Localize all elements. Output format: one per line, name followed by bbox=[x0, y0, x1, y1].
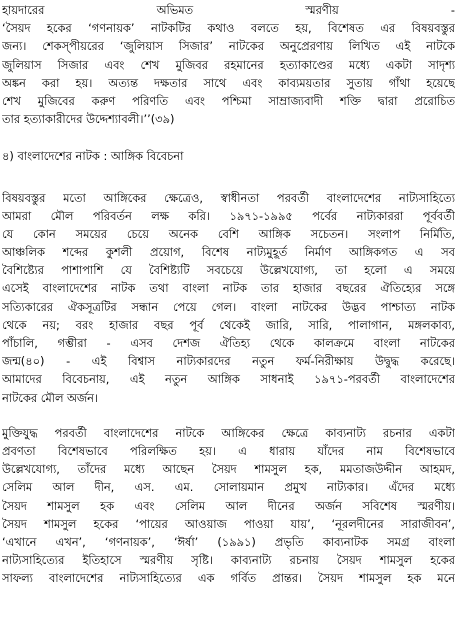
paragraph-gap bbox=[2, 407, 455, 424]
text-line: আঞ্চলিক শব্দের কুশলী প্রয়োগ, বিশেষ নাট্যমুহূর্ত নির্মাণ আঙ্গিকগত এ সব bbox=[2, 245, 455, 260]
text-line: যে কোন সময়ের চেয়ে অনেক বেশি আঙ্গিক সচেতন। সংলাপ নির্মিতি, bbox=[2, 226, 455, 241]
body-paragraph bbox=[2, 424, 455, 588]
text-line: মুক্তিযুদ্ধ পরবর্তী বাংলাদেশের নাটকে আঙ্গিকের ক্ষেত্রে কাব্যনাট্য রচনার একটা bbox=[2, 425, 455, 440]
quote-paragraph bbox=[2, 1, 455, 128]
text-line: অঙ্কন করা হয়। অত্যন্ত দক্ষতার সাথে এবং কাব্যময়তার সুতায় গাঁথা হয়েছে bbox=[2, 75, 455, 90]
text-line: জন্ম(৪০) - এই বিশ্বাস নাট্যকারদের নতুন ফর্ম-নিরীক্ষায় উদ্বুদ্ধ করেছে। bbox=[2, 354, 455, 369]
text-line: জুলিয়াস সিজার এবং শেখ মুজিবর রহমানের হত্যাকাণ্ডের মধ্যে একটা সাদৃশ্য bbox=[2, 57, 455, 72]
text-line: আমরা মৌল পরিবর্তন লক্ষ করি। ১৯৭১-১৯৯৫ পর্বের নাট্যকাররা পূর্ববর্তী bbox=[2, 208, 455, 223]
text-line: উল্লেখযোগ্য, তাঁদের মধ্যে আছেন সৈয়দ শামসুল হক, মমতাজউদ্দীন আহমদ, bbox=[2, 462, 455, 477]
body-paragraph bbox=[2, 189, 455, 407]
text-line: এসেই বাংলাদেশের নাটক তথা বাংলা নাটক তার হাজার বছরের ঐতিহ্যের সঙ্গে bbox=[2, 281, 455, 296]
text-line: নাট্যসাহিত্যের ইতিহাসে স্মরণীয় সৃষ্টি। কাব্যনাট্য রচনায় সৈয়দ শামসুল হকের bbox=[2, 553, 455, 568]
section-heading bbox=[2, 147, 455, 165]
heading-line: ৪) বাংলাদেশের নাটক : আঙ্গিক বিবেচনা bbox=[2, 149, 184, 164]
text-line: বিষয়বস্তুর মতো আঙ্গিকের ক্ষেত্রেও, স্বাধীনতা পরবর্তী বাংলাদেশের নাট্যসাহিত্যে bbox=[2, 190, 455, 205]
text-line: নাটকের মৌল অর্জন। bbox=[2, 390, 98, 405]
paragraph-gap bbox=[2, 166, 455, 189]
text-line: প্রবণতা বিশেষভাবে পরিলক্ষিত হয়। এ ধারায় যাঁদের নাম বিশেষভাবে bbox=[2, 443, 455, 458]
text-line: জন্য। শেকস্‌পীয়রের ‘জুলিয়াস সিজার’ নাটকের অনুপ্রেরণায় লিখিত এই নাটকে bbox=[2, 39, 455, 54]
text-line: শেখ মুজিবের করুণ পরিণতি এবং পশ্চিমা সাম্রাজ্যবাদী শক্তি দ্বারা প্ররোচিত bbox=[2, 93, 455, 108]
text-line: বৈশিষ্ট্যের পাশাপাশি যে বৈশিষ্ট্যটি সবচেয়ে উল্লেখযোগ্য, তা হলো এ সময়ে bbox=[2, 263, 455, 278]
text-line: সত্যিকারের ঐকসূত্রটির সন্ধান পেয়ে গেল। বাংলা নাটকের উদ্ভব পাশ্চাত্য নাটক bbox=[2, 299, 455, 314]
text-line: ‘এখানে এখন’, ‘গণনায়ক’, ‘ঈর্ষা’ (১৯৯১) প্রভৃতি কাব্যনাটক সমগ্র বাংলা bbox=[2, 534, 455, 549]
paragraph-gap bbox=[2, 128, 455, 147]
text-line: হায়দারের অভিমত স্মরণীয় - bbox=[2, 3, 455, 17]
text-line: থেকে নয়; বরং হাজার বছর পূর্ব থেকেই জারি, সারি, পালাগান, মঙ্গলকাব্য, bbox=[2, 317, 455, 332]
text-line: সৈয়দ শামসুল হক এবং সেলিম আল দীনের অর্জন সবিশেষ স্মরণীয়। bbox=[2, 498, 455, 513]
text-line: পাঁচালি, গম্ভীরা - এসব দেশজ ঐতিহ্য থেকে কালক্রমে বাংলা নাটকের bbox=[2, 336, 455, 350]
text-line: তার হত্যাকারীদের উদ্দেশ্যাবলী।’’(৩৯) bbox=[2, 112, 175, 127]
text-line: সেলিম আল দীন, এস. এম. সোলায়মান প্রমুখ নাট্যকার। এঁদের মধ্যে bbox=[2, 480, 455, 495]
text-line: ‘সৈয়দ হকের ‘গণনায়ক’ নাটকটির কথাও বলতে হয়, বিশেষত এর বিষয়বস্তুর bbox=[2, 21, 455, 36]
text-line: সৈয়দ শামসুল হকের ‘পায়ের আওয়াজ পাওয়া যায়’, ‘নূরলদীনের সারাজীবন’, bbox=[2, 516, 455, 531]
text-line: সাফল্য বাংলাদেশের নাট্যসাহিত্যের এক গর্বিত প্রান্তর। সৈয়দ শামসুল হক মনে bbox=[2, 571, 455, 586]
text-line: আমাদের বিবেচনায়, এই নতুন আঙ্গিক সাধনাই ১৯৭১-পরবর্তী বাংলাদেশের bbox=[2, 372, 455, 387]
